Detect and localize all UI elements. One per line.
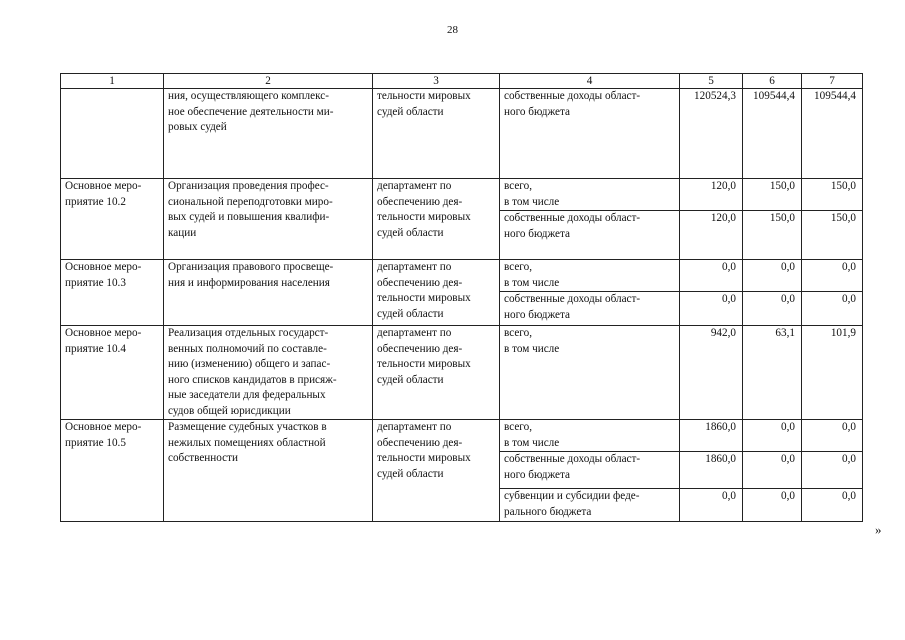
- table-row: [61, 260, 863, 292]
- amount-col5-cell: 120,0: [680, 211, 743, 260]
- amount-col6-cell: 150,0: [743, 179, 802, 211]
- executor-cell: департамент по обеспечению дея- тельности мировых судей области: [373, 179, 500, 260]
- description-cell: Организация правового просвеще- ния и информирования населения: [164, 260, 373, 326]
- amount-col5-cell: 0,0: [680, 489, 743, 522]
- table-row: [61, 179, 863, 211]
- budget-table: [60, 73, 863, 522]
- amount-col7-cell: 0,0: [802, 292, 863, 326]
- funding-source-cell: всего, в том числе: [500, 326, 680, 420]
- amount-col5-cell: 120,0: [680, 179, 743, 211]
- amount-col6-cell: 150,0: [743, 211, 802, 260]
- funding-source-cell: собственные доходы област- ного бюджета: [500, 292, 680, 326]
- amount-col7-cell: 150,0: [802, 211, 863, 260]
- amount-col7-cell: 0,0: [802, 260, 863, 292]
- amount-col6-cell: 0,0: [743, 489, 802, 522]
- executor-cell: департамент по обеспечению дея- тельности мировых судей области: [373, 420, 500, 522]
- executor-cell: департамент по обеспечению дея- тельности мировых судей области: [373, 326, 500, 420]
- amount-col6-cell: 109544,4: [743, 89, 802, 179]
- activity-cell: [61, 89, 164, 179]
- description-cell: Реализация отдельных государст- венных полномочий по составле- нию (изменению) общего и запас- ного списков кандидатов в присяж- ные заседатели для федеральных судов общей юрисдикции: [164, 326, 373, 420]
- amount-col5-cell: 1860,0: [680, 452, 743, 489]
- amount-col7-cell: 0,0: [802, 420, 863, 452]
- amount-col5-cell: 1860,0: [680, 420, 743, 452]
- column-header: 5: [680, 74, 743, 89]
- funding-source-cell: собственные доходы област- ного бюджета: [500, 452, 680, 489]
- column-header: 7: [802, 74, 863, 89]
- table-row: [61, 420, 863, 452]
- amount-col6-cell: 63,1: [743, 326, 802, 420]
- funding-source-cell: всего, в том числе: [500, 179, 680, 211]
- activity-cell: Основное меро- приятие 10.2: [61, 179, 164, 260]
- amount-col7-cell: 150,0: [802, 179, 863, 211]
- table-row: [61, 326, 863, 420]
- executor-cell: департамент по обеспечению дея- тельности мировых судей области: [373, 260, 500, 326]
- description-cell: ния, осуществляющего комплекс- ное обеспечение деятельности ми- ровых судей: [164, 89, 373, 179]
- funding-source-cell: всего, в том числе: [500, 420, 680, 452]
- funding-source-cell: собственные доходы област- ного бюджета: [500, 211, 680, 260]
- amount-col5-cell: 0,0: [680, 260, 743, 292]
- amount-col7-cell: 0,0: [802, 452, 863, 489]
- funding-source-cell: всего, в том числе: [500, 260, 680, 292]
- amount-col7-cell: 101,9: [802, 326, 863, 420]
- column-header: 6: [743, 74, 802, 89]
- amount-col6-cell: 0,0: [743, 452, 802, 489]
- amount-col6-cell: 0,0: [743, 260, 802, 292]
- page-number: 28: [447, 24, 458, 36]
- amount-col6-cell: 0,0: [743, 420, 802, 452]
- funding-source-cell: собственные доходы област- ного бюджета: [500, 89, 680, 179]
- amount-col7-cell: 109544,4: [802, 89, 863, 179]
- closing-quote-mark: »: [875, 522, 882, 537]
- executor-cell: тельности мировых судей области: [373, 89, 500, 179]
- amount-col7-cell: 0,0: [802, 489, 863, 522]
- column-header: 1: [61, 74, 164, 89]
- description-cell: Размещение судебных участков в нежилых помещениях областной собственности: [164, 420, 373, 522]
- amount-col6-cell: 0,0: [743, 292, 802, 326]
- header-row: [61, 74, 863, 89]
- column-header: 2: [164, 74, 373, 89]
- description-cell: Организация проведения профес- сиональной переподготовки миро- вых судей и повышения квалифи- кации: [164, 179, 373, 260]
- amount-col5-cell: 120524,3: [680, 89, 743, 179]
- column-header: 3: [373, 74, 500, 89]
- column-header: 4: [500, 74, 680, 89]
- activity-cell: Основное меро- приятие 10.4: [61, 326, 164, 420]
- activity-cell: Основное меро- приятие 10.5: [61, 420, 164, 522]
- funding-source-cell: субвенции и субсидии феде- рального бюджета: [500, 489, 680, 522]
- activity-cell: Основное меро- приятие 10.3: [61, 260, 164, 326]
- amount-col5-cell: 0,0: [680, 292, 743, 326]
- table-row: [61, 89, 863, 179]
- amount-col5-cell: 942,0: [680, 326, 743, 420]
